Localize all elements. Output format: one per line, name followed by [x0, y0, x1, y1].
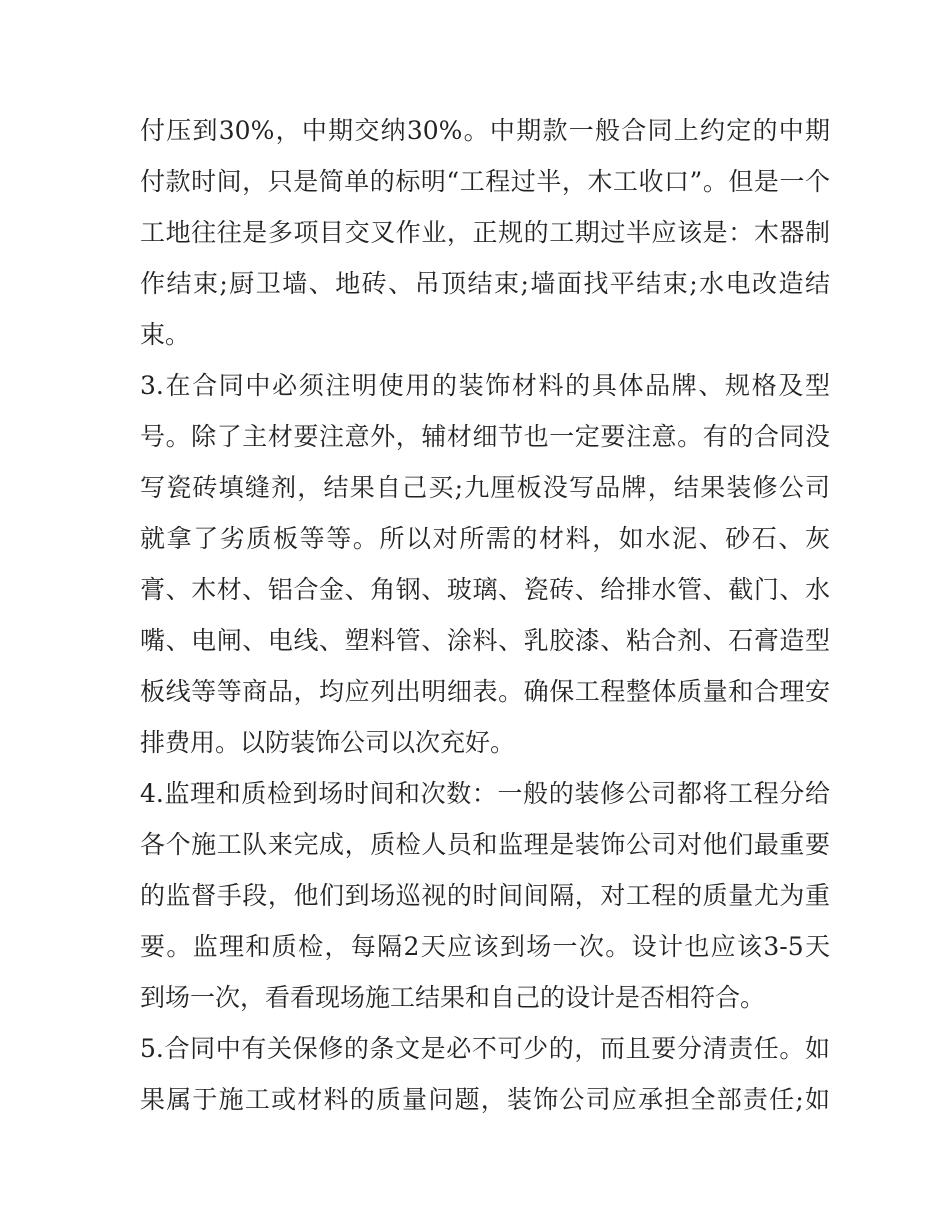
text-line: 排费用。以防装饰公司以次充好。 [140, 728, 516, 757]
text-line: 到场一次，看看现场施工结果和自己的设计是否相符合。 [140, 983, 766, 1012]
text-line: 5.合同中有关保修的条文是必不可少的，而且要分清责任。如 [140, 1034, 830, 1063]
text-line: 果属于施工或材料的质量问题，装饰公司应承担全部责任;如 [140, 1085, 830, 1114]
text-line: 写瓷砖填缝剂，结果自己买;九厘板没写品牌，结果装修公司 [140, 473, 830, 502]
text-line: 4.监理和质检到场时间和次数：一般的装修公司都将工程分给 [140, 779, 830, 808]
text-line: 作结束;厨卫墙、地砖、吊顶结束;墙面找平结束;水电改造结 [140, 269, 830, 298]
text-line: 3.在合同中必须注明使用的装饰材料的具体品牌、规格及型 [140, 371, 830, 400]
text-line: 就拿了劣质板等等。所以对所需的材料，如水泥、砂石、灰 [140, 524, 830, 553]
body-text [140, 105, 830, 1125]
text-line: 板线等等商品，均应列出明细表。确保工程整体质量和合理安 [140, 677, 830, 706]
text-line: 的监督手段，他们到场巡视的时间间隔，对工程的质量尤为重 [140, 881, 830, 910]
text-line: 束。 [140, 320, 191, 349]
text-line: 要。监理和质检，每隔2天应该到场一次。设计也应该3-5天 [140, 932, 830, 961]
text-line: 号。除了主材要注意外，辅材细节也一定要注意。有的合同没 [140, 422, 830, 451]
text-line: 付款时间，只是简单的标明“工程过半，木工收口”。但是一个 [140, 167, 830, 196]
text-line: 膏、木材、铝合金、角钢、玻璃、瓷砖、给排水管、截门、水 [140, 575, 830, 604]
text-line: 工地往往是多项目交叉作业，正规的工期过半应该是：木器制 [140, 218, 830, 247]
text-line: 嘴、电闸、电线、塑料管、涂料、乳胶漆、粘合剂、石膏造型 [140, 626, 830, 655]
text-line: 付压到30%，中期交纳30%。中期款一般合同上约定的中期 [140, 116, 830, 145]
text-line: 各个施工队来完成，质检人员和监理是装饰公司对他们最重要 [140, 830, 830, 859]
